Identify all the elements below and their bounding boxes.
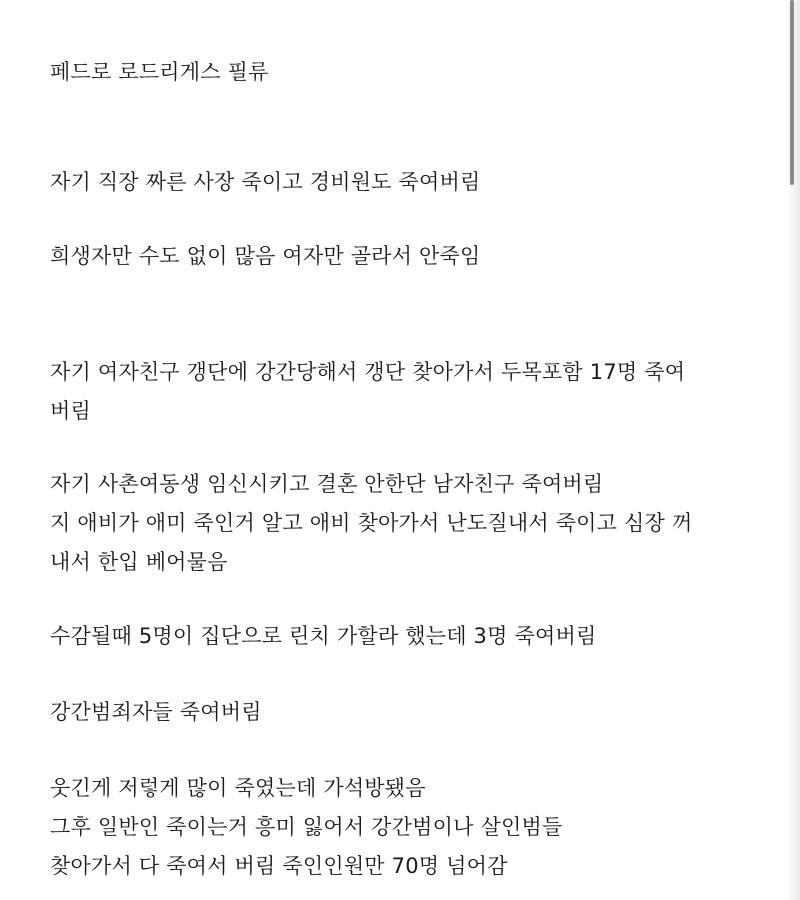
post-line: 웃긴게 저렇게 많이 죽였는데 가석방됐음 bbox=[50, 776, 426, 800]
post-line: 수감될때 5명이 집단으로 린치 가할라 했는데 3명 죽여버림 bbox=[50, 624, 597, 648]
post-line: 내서 한입 베어물음 bbox=[50, 550, 228, 574]
post-line: 버림 bbox=[50, 399, 91, 423]
post-line: 자기 사촌여동생 임신시키고 결혼 안한단 남자친구 죽여버림 bbox=[50, 472, 604, 496]
post-line: 지 애비가 애미 죽인거 알고 애비 찾아가서 난도질내서 죽이고 심장 꺼 bbox=[50, 511, 693, 535]
post-line: 그후 일반인 죽이는거 흥미 잃어서 강간범이나 살인범들 bbox=[50, 815, 563, 839]
post-line: 희생자만 수도 없이 많음 여자만 골라서 안죽임 bbox=[50, 244, 481, 268]
post-title: 페드로 로드리게스 필류 bbox=[50, 60, 269, 84]
scrollbar-thumb[interactable] bbox=[790, 0, 794, 185]
post-line: 강간범죄자들 죽여버림 bbox=[50, 700, 262, 724]
post-line: 자기 직장 짜른 사장 죽이고 경비원도 죽여버림 bbox=[50, 170, 481, 194]
post-line: 자기 여자친구 갱단에 강간당해서 갱단 찾아가서 두목포함 17명 죽여 bbox=[50, 360, 686, 384]
post-line: 찾아가서 다 죽여서 버림 죽인인원만 70명 넘어감 bbox=[50, 854, 508, 878]
